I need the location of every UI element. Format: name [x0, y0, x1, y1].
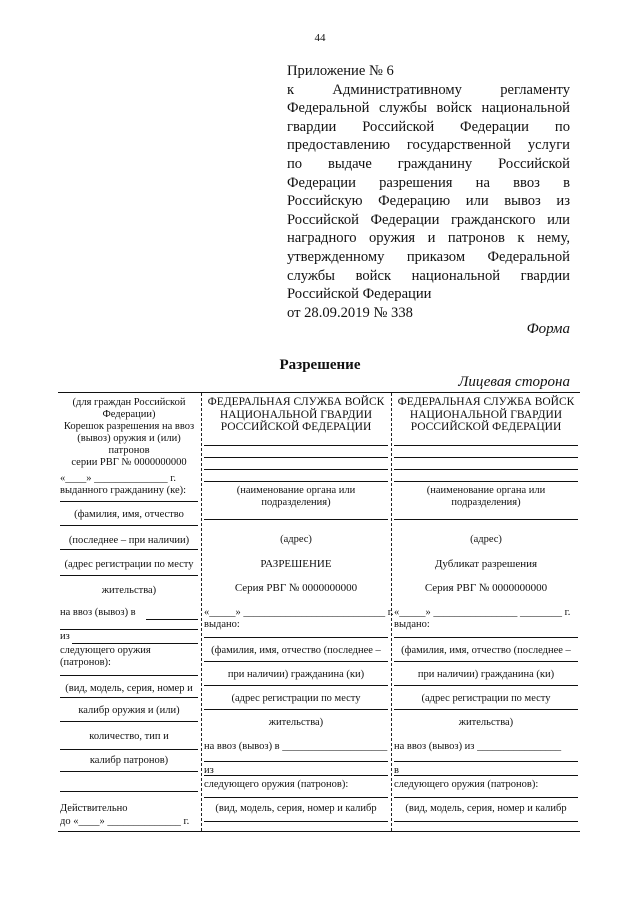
duplicate-fio-label: (фамилия, имя, отчество (последнее – — [401, 645, 571, 656]
stub-header-line: Корешок разрешения на ввоз — [63, 421, 195, 432]
forma-label: Форма — [526, 321, 570, 337]
stub-blank-line — [60, 749, 198, 750]
appendix-line: по выдаче гражданину Российской — [287, 155, 570, 172]
duplicate-doc-name: Дубликат разрешения — [434, 558, 538, 570]
permit-blank-line — [204, 709, 388, 710]
permit-issued: выдано: — [204, 619, 240, 630]
appendix-line: к Административному регламенту — [287, 81, 570, 98]
permit-fio-label: (фамилия, имя, отчество (последнее – — [211, 645, 381, 656]
stub-blank-line — [60, 629, 198, 630]
duplicate-reg-address-cont-label: жительства) — [458, 717, 514, 728]
permit-blank-line — [204, 821, 388, 822]
duplicate-from: в — [394, 765, 399, 776]
permit-following: следующего оружия (патронов): — [204, 779, 349, 790]
stub-blank-line — [60, 549, 198, 550]
stub-blank-line — [60, 697, 198, 698]
duplicate-reg-address-label: (адрес регистрации по месту — [421, 693, 551, 704]
document-title: Разрешение — [279, 357, 361, 373]
duplicate-org-label: (наименование органа или — [426, 485, 546, 496]
appendix-line: Федерации разрешения на ввоз в — [287, 174, 570, 191]
stub-valid: Действительно — [60, 803, 128, 814]
permit-doc-name: РАЗРЕШЕНИЕ — [260, 558, 332, 570]
stub-weapon-cont-label: калибр оружия и (или) — [78, 705, 180, 716]
appendix-line: наградного оружия и патронов к нему, — [287, 230, 570, 247]
duplicate-import-export: на ввоз (вывоз) из ________________ — [394, 741, 562, 752]
appendix-line: Федеральной службы войск национальной — [287, 100, 570, 117]
stub-blank-line — [60, 575, 198, 576]
stub-header-line: патронов — [108, 445, 150, 456]
permit-blank-line — [204, 797, 388, 798]
duplicate-weapon-label: (вид, модель, серия, номер и калибр — [405, 803, 567, 814]
duplicate-following: следующего оружия (патронов): — [394, 779, 539, 790]
permit-blank-line — [204, 445, 388, 446]
duplicate-blank-line — [394, 519, 578, 520]
stub-header-line: (вывоз) оружия и (или) — [77, 433, 181, 444]
stub-blank-line — [60, 525, 198, 526]
permit-blank-line — [204, 481, 388, 482]
duplicate-blank-line — [394, 775, 578, 776]
permit-from: из — [204, 765, 214, 776]
stub-blank-line — [72, 643, 198, 644]
permit-reg-address-label: (адрес регистрации по месту — [231, 693, 361, 704]
duplicate-blank-line — [394, 709, 578, 710]
appendix-line: Российской Федерации — [287, 286, 432, 303]
duplicate-date-line: «_____» ________________ ________ г. — [394, 607, 571, 618]
permit-reg-address-cont-label: жительства) — [268, 717, 324, 728]
stub-blank-line — [60, 721, 198, 722]
stub-date-line: «____» ______________ г. — [60, 473, 176, 484]
duplicate-issued: выдано: — [394, 619, 430, 630]
duplicate-series: Серия РВГ № 0000000000 — [424, 582, 548, 594]
stub-header-line: (для граждан Российской — [72, 397, 186, 408]
stub-series: серии РВГ № 0000000000 — [71, 457, 187, 468]
appendix-line: Российскую Федерацию или вывоз из — [287, 193, 570, 210]
page-number: 44 — [314, 32, 326, 44]
stub-blank-line — [60, 791, 198, 792]
appendix-line: Приложение № 6 — [287, 63, 394, 79]
stub-blank-line — [60, 771, 198, 772]
duplicate-blank-line — [394, 637, 578, 638]
permit-org-label: (наименование органа или — [236, 485, 356, 496]
side-label: Лицевая сторона — [458, 374, 570, 390]
permit-address-label: (адрес) — [280, 534, 312, 545]
duplicate-blank-line — [394, 821, 578, 822]
duplicate-blank-line — [394, 481, 578, 482]
stub-issued-to: выданного гражданину (ке): — [60, 485, 187, 496]
duplicate-agency-header: ФЕДЕРАЛЬНАЯ СЛУЖБА ВОЙСК НАЦИОНАЛЬНОЙ ГВАРДИИ РОССИЙСКОЙ ФЕДЕРАЦИИ — [397, 396, 575, 433]
duplicate-blank-line — [394, 445, 578, 446]
permit-org-cont-label: подразделения) — [261, 497, 331, 508]
stub-weapon-label: (вид, модель, серия, номер и — [65, 683, 193, 694]
duplicate-blank-line — [394, 685, 578, 686]
stub-from: из — [60, 631, 70, 642]
appendix-line: службы войск национальной гвардии — [287, 267, 570, 284]
stub-blank-line — [60, 675, 198, 676]
permit-blank-line — [204, 685, 388, 686]
stub-import-export: на ввоз (вывоз) в — [60, 607, 136, 618]
stub-header-line: Федерации) — [102, 409, 156, 420]
permit-weapon-label: (вид, модель, серия, номер и калибр — [215, 803, 377, 814]
appendix-line: предоставлению государственной услуги — [287, 137, 570, 154]
permit-blank-line — [204, 761, 388, 762]
permit-form — [58, 392, 580, 832]
appendix-block — [287, 62, 570, 322]
appendix-line: гвардии Российской Федерации по — [287, 118, 570, 135]
permit-date-line: «_____» ___________________________ г. — [204, 607, 394, 618]
stub-blank-line — [60, 501, 198, 502]
permit-blank-line — [204, 457, 388, 458]
stub-following: следующего оружия — [60, 645, 151, 656]
stub-blank-line — [146, 619, 198, 620]
duplicate-address-label: (адрес) — [470, 534, 502, 545]
appendix-line: утвержденному приказом Федеральной — [287, 248, 570, 265]
stub-valid-until: до «____» ______________ г. — [60, 816, 190, 827]
duplicate-blank-line — [394, 761, 578, 762]
duplicate-fio-cont-label: при наличии) гражданина (ки) — [417, 669, 555, 680]
permit-fio-cont-label: при наличии) гражданина (ки) — [227, 669, 365, 680]
appendix-line: от 28.09.2019 № 338 — [287, 304, 413, 321]
permit-blank-line — [204, 661, 388, 662]
stub-fio-label: (фамилия, имя, отчество — [74, 509, 184, 520]
duplicate-blank-line — [394, 661, 578, 662]
permit-blank-line — [204, 637, 388, 638]
appendix-line: Российской Федерации гражданского или — [287, 211, 570, 228]
duplicate-org-cont-label: подразделения) — [451, 497, 521, 508]
duplicate-blank-line — [394, 797, 578, 798]
column-divider — [201, 393, 202, 831]
stub-address-label: (адрес регистрации по месту — [64, 559, 194, 570]
permit-import-export: на ввоз (вывоз) в ____________________ — [204, 741, 388, 752]
permit-blank-line — [204, 519, 388, 520]
permit-agency-header: ФЕДЕРАЛЬНАЯ СЛУЖБА ВОЙСК НАЦИОНАЛЬНОЙ ГВАРДИИ РОССИЙСКОЙ ФЕДЕРАЦИИ — [207, 396, 385, 433]
stub-ammo-qty-label: количество, тип и — [89, 731, 169, 742]
permit-blank-line — [204, 469, 388, 470]
stub-address-cont-label: жительства) — [101, 585, 157, 596]
duplicate-blank-line — [394, 469, 578, 470]
stub-fio-cont-label: (последнее – при наличии) — [68, 535, 190, 546]
stub-following-cont: (патронов): — [60, 657, 111, 668]
permit-blank-line — [204, 775, 388, 776]
duplicate-blank-line — [394, 457, 578, 458]
stub-ammo-cal-label: калибр патронов) — [89, 755, 169, 766]
permit-series: Серия РВГ № 0000000000 — [234, 582, 358, 594]
